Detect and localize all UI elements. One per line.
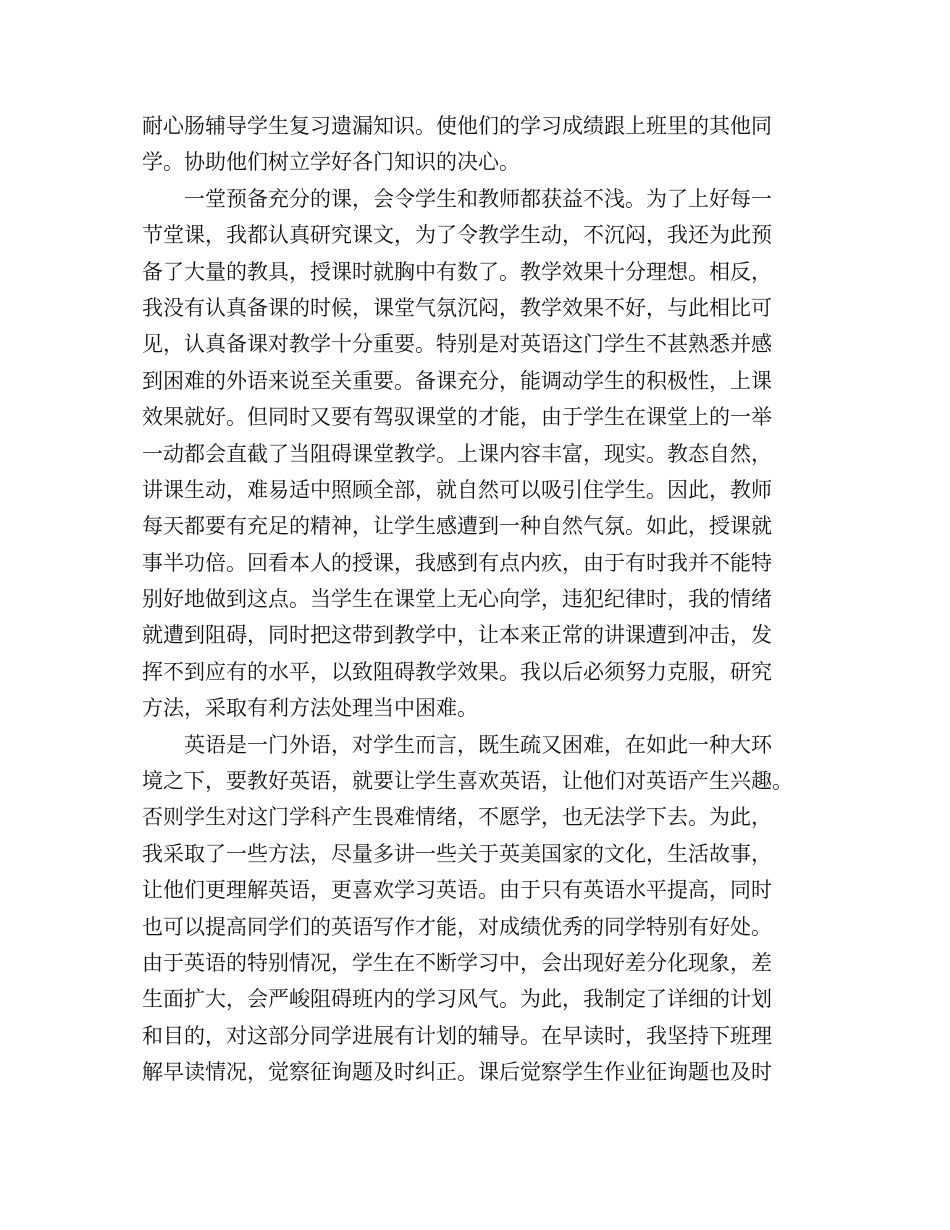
text-line: 每天都要有充足的精神，让学生感遭到一种自然气氛。如此，授课就 <box>142 514 772 539</box>
paragraph-3 <box>142 727 822 1091</box>
text-line: 解早读情况，觉察征询题及时纠正。课后觉察学生作业征询题也及时 <box>142 1060 772 1085</box>
text-line: 事半功倍。回看本人的授课，我感到有点内疚，由于有时我并不能特 <box>142 550 772 575</box>
text-line: 学。协助他们树立学好各门知识的决心。 <box>142 150 520 175</box>
text-line: 到困难的外语来说至关重要。备课充分，能调动学生的积极性，上课 <box>142 368 772 393</box>
text-line: 方法，采取有利方法处理当中困难。 <box>142 696 478 721</box>
text-line: 境之下，要教好英语，就要让学生喜欢英语，让他们对英语产生兴趣。 <box>142 769 793 794</box>
text-line: 和目的，对这部分同学进展有计划的辅导。在早读时，我坚持下班理 <box>142 1023 772 1048</box>
text-line: 一动都会直截了当阻碍课堂教学。上课内容丰富，现实。教态自然， <box>142 441 772 466</box>
text-line: 也可以提高同学们的英语写作才能，对成绩优秀的同学特别有好处。 <box>142 914 772 939</box>
text-line: 见，认真备课对教学十分重要。特别是对英语这门学生不甚熟悉并感 <box>142 332 772 357</box>
text-line: 备了大量的教具，授课时就胸中有数了。教学效果十分理想。相反， <box>142 259 772 284</box>
text-line: 挥不到应有的水平，以致阻碍教学效果。我以后必须努力克服，研究 <box>142 659 772 684</box>
text-line: 英语是一门外语，对学生而言，既生疏又困难，在如此一种大环 <box>184 732 772 757</box>
body-text <box>142 108 822 1091</box>
text-line: 耐心肠辅导学生复习遗漏知识。使他们的学习成绩跟上班里的其他同 <box>142 114 772 138</box>
text-line: 我采取了一些方法，尽量多讲一些关于英美国家的文化，生活故事， <box>142 841 772 866</box>
text-line: 让他们更理解英语，更喜欢学习英语。由于只有英语水平提高，同时 <box>142 878 772 903</box>
text-line: 生面扩大，会严峻阻碍班内的学习风气。为此，我制定了详细的计划 <box>142 987 772 1012</box>
text-line: 别好地做到这点。当学生在课堂上无心向学，违犯纪律时，我的情绪 <box>142 587 772 612</box>
text-line: 就遭到阻碍，同时把这带到教学中，让本来正常的讲课遭到冲击，发 <box>142 623 772 648</box>
text-line: 效果就好。但同时又要有驾驭课堂的才能，由于学生在课堂上的一举 <box>142 405 772 430</box>
text-line: 节堂课，我都认真研究课文，为了令教学生动，不沉闷，我还为此预 <box>142 223 772 248</box>
text-line: 否则学生对这门学科产生畏难情绪，不愿学，也无法学下去。为此， <box>142 805 772 830</box>
text-line: 一堂预备充分的课，会令学生和教师都获益不浅。为了上好每一 <box>184 186 772 211</box>
text-line: 我没有认真备课的时候，课堂气氛沉闷，教学效果不好，与此相比可 <box>142 295 772 320</box>
text-line: 由于英语的特别情况，学生在不断学习中，会出现好差分化现象，差 <box>142 950 772 975</box>
paragraph-2 <box>142 181 822 727</box>
paragraph-1 <box>142 108 822 181</box>
text-line: 讲课生动，难易适中照顾全部，就自然可以吸引住学生。因此，教师 <box>142 477 772 502</box>
